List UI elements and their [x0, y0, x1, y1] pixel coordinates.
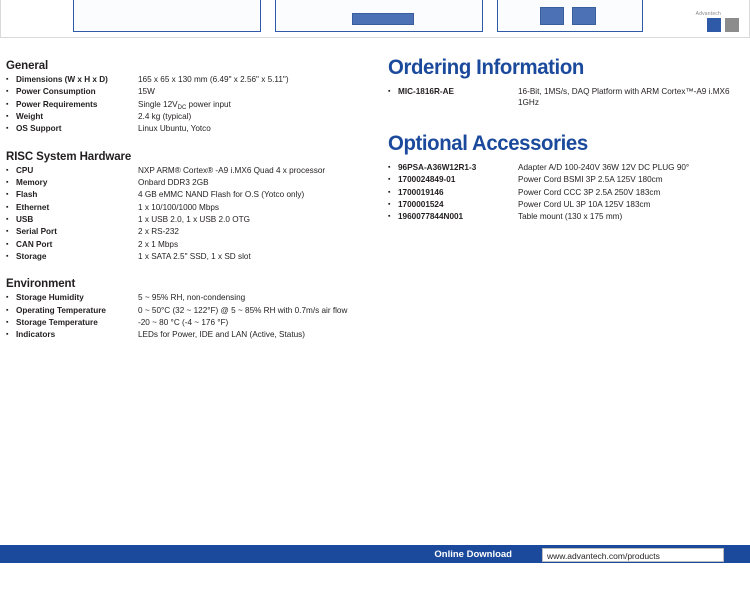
spec-row [6, 330, 378, 342]
spec-value: 15W [138, 87, 155, 97]
spec-value: 2 x 1 Mbps [138, 239, 179, 249]
accessory-description: Adapter A/D 100-240V 36W 12V DC PLUG 90° [518, 163, 690, 173]
spec-value: 1 x 10/100/1000 Mbps [138, 202, 220, 212]
spec-row [6, 124, 378, 136]
spec-row [6, 166, 378, 178]
spec-label: CPU [16, 165, 34, 175]
product-photo-3-detail [498, 9, 642, 31]
product-photo-2-detail [276, 9, 482, 31]
table-row [388, 87, 744, 110]
product-photo-strip [0, 0, 750, 38]
spec-row [6, 178, 378, 190]
table-row [388, 212, 744, 224]
blue-module-right [572, 7, 596, 25]
spec-row [6, 252, 378, 264]
spec-value: 5 ~ 95% RH, non-condensing [138, 293, 246, 303]
spec-value: 2 x RS-232 [138, 227, 179, 237]
optional-accessories-heading: Optional Accessories [388, 132, 588, 156]
accessory-description: Power Cord CCC 3P 2.5A 250V 183cm [518, 187, 661, 197]
accessory-description: Table mount (130 x 175 mm) [518, 212, 623, 222]
section-title-environment: Environment [6, 278, 76, 291]
spec-label: Power Requirements [16, 99, 98, 109]
ordering-column [388, 56, 744, 225]
accessory-description: Power Cord BSMI 3P 2.5A 125V 180cm [518, 175, 663, 185]
product-photo-3 [497, 0, 643, 32]
spec-value: 1 x USB 2.0, 1 x USB 2.0 OTG [138, 215, 250, 225]
spec-value: 0 ~ 50°C (32 ~ 122°F) @ 5 ~ 85% RH with 0.7m/s air flow [138, 305, 348, 315]
bullet-icon: ▪ [6, 100, 9, 108]
table-row [388, 163, 744, 175]
table-row [388, 200, 744, 212]
product-photo-1 [73, 0, 261, 32]
spec-row [6, 318, 378, 330]
bullet-icon: ▪ [6, 294, 9, 302]
spec-label: Power Consumption [16, 87, 96, 97]
bullet-icon: ▪ [6, 216, 9, 224]
product-photo-2 [275, 0, 483, 32]
spec-table-general [6, 75, 378, 137]
bullet-icon: ▪ [6, 228, 9, 236]
spec-label: Weight [16, 112, 44, 122]
spec-label: Serial Port [16, 227, 57, 237]
spec-label: Dimensions (W x H x D) [16, 75, 108, 84]
product-url-field[interactable]: www.advantech.com/products [542, 548, 724, 562]
bullet-icon: ▪ [6, 240, 9, 248]
order-part-number: MIC-1816R-AE [398, 87, 454, 96]
spec-label: Storage [16, 252, 47, 262]
accessory-part-number: 1960077844N001 [398, 212, 464, 222]
spec-row [6, 227, 378, 239]
bullet-icon: ▪ [6, 331, 9, 339]
bullet-icon: ▪ [6, 76, 9, 83]
spec-value: Single $12V_{DC}$ power input [138, 99, 231, 111]
logo-square-blue [707, 18, 721, 32]
bullet-icon: ▪ [388, 213, 391, 221]
spec-label: Indicators [16, 330, 56, 340]
bullet-icon: ▪ [6, 179, 9, 187]
spec-value: 4 GB eMMC NAND Flash for O.S (Yotco only) [138, 190, 305, 200]
order-description: 16-Bit, 1MS/s, DAQ Platform with ARM Cortex™-A9 i.MX6 1GHz [518, 87, 730, 107]
bullet-icon: ▪ [388, 176, 391, 184]
spec-row [6, 203, 378, 215]
section-title-risc-system-hardware: RISC System Hardware [6, 150, 132, 163]
bullet-icon: ▪ [6, 166, 9, 174]
bullet-icon: ▪ [6, 203, 9, 211]
accessory-part-number: 1700019146 [398, 187, 444, 197]
bullet-icon: ▪ [388, 88, 391, 95]
bullet-icon: ▪ [388, 188, 391, 196]
accessory-part-number: 1700001524 [398, 200, 444, 210]
spec-row [6, 87, 378, 99]
spec-label: CAN Port [16, 239, 53, 249]
spec-label: Flash [16, 190, 38, 200]
accessory-part-number: 96PSA-A36W12R1-3 [398, 163, 477, 173]
ordering-information-heading: Ordering Information [388, 56, 584, 79]
spec-value: 165 x 65 x 130 mm (6.49" x 2.56" x 5.11") [138, 75, 289, 84]
accessory-part-number: 1700024849-01 [398, 175, 456, 185]
spec-row [6, 100, 378, 112]
spec-value: 1 x SATA 2.5" SSD, 1 x SD slot [138, 252, 251, 262]
spec-value: -20 ~ 80 °C (-4 ~ 176 °F) [138, 318, 229, 327]
specifications-column [6, 60, 378, 343]
spec-row [6, 240, 378, 252]
bullet-icon: ▪ [6, 88, 9, 96]
spec-table-environment [6, 293, 378, 342]
bullet-icon: ▪ [388, 164, 391, 172]
spec-row [6, 190, 378, 202]
spec-row [6, 293, 378, 305]
spec-value: 2.4 kg (typical) [138, 112, 192, 122]
blue-connector-bar [352, 13, 414, 25]
spec-row [6, 306, 378, 318]
brand-mark-label: Advantech [695, 11, 721, 17]
accessory-description: Power Cord UL 3P 10A 125V 183cm [518, 200, 651, 210]
ordering-table [388, 87, 744, 110]
logo-square-grey [725, 18, 739, 32]
bullet-icon: ▪ [6, 125, 9, 133]
spec-row [6, 215, 378, 227]
spec-value: NXP ARM® Cortex® -A9 i.MX6 Quad 4 x processor [138, 165, 326, 175]
table-row [388, 175, 744, 187]
online-download-label: Online Download [434, 549, 512, 560]
bullet-icon: ▪ [6, 306, 9, 314]
bullet-icon: ▪ [6, 253, 9, 261]
spec-value: Onbard DDR3 2GB [138, 178, 209, 188]
spec-label: Operating Temperature [16, 305, 106, 315]
datasheet-body [0, 48, 750, 538]
spec-row [6, 75, 378, 87]
blue-module-left [540, 7, 564, 25]
spec-label: USB [16, 215, 34, 225]
section-title-general: General [6, 60, 49, 72]
bullet-icon: ▪ [6, 319, 9, 326]
spec-label: Storage Temperature [16, 318, 98, 327]
spec-value: Linux Ubuntu, Yotco [138, 124, 211, 134]
spec-table-risc-system-hardware [6, 166, 378, 265]
bullet-icon: ▪ [6, 191, 9, 199]
spec-label: Ethernet [16, 202, 50, 212]
accessories-table [388, 163, 744, 225]
spec-value: LEDs for Power, IDE and LAN (Active, Status) [138, 330, 305, 340]
table-row [388, 188, 744, 200]
product-photo-1-detail [74, 9, 260, 31]
spec-row [6, 112, 378, 124]
spec-label: Storage Humidity [16, 293, 84, 303]
spec-label: Memory [16, 178, 48, 188]
bullet-icon: ▪ [388, 201, 391, 209]
bullet-icon: ▪ [6, 113, 9, 121]
spec-label: OS Support [16, 124, 62, 134]
